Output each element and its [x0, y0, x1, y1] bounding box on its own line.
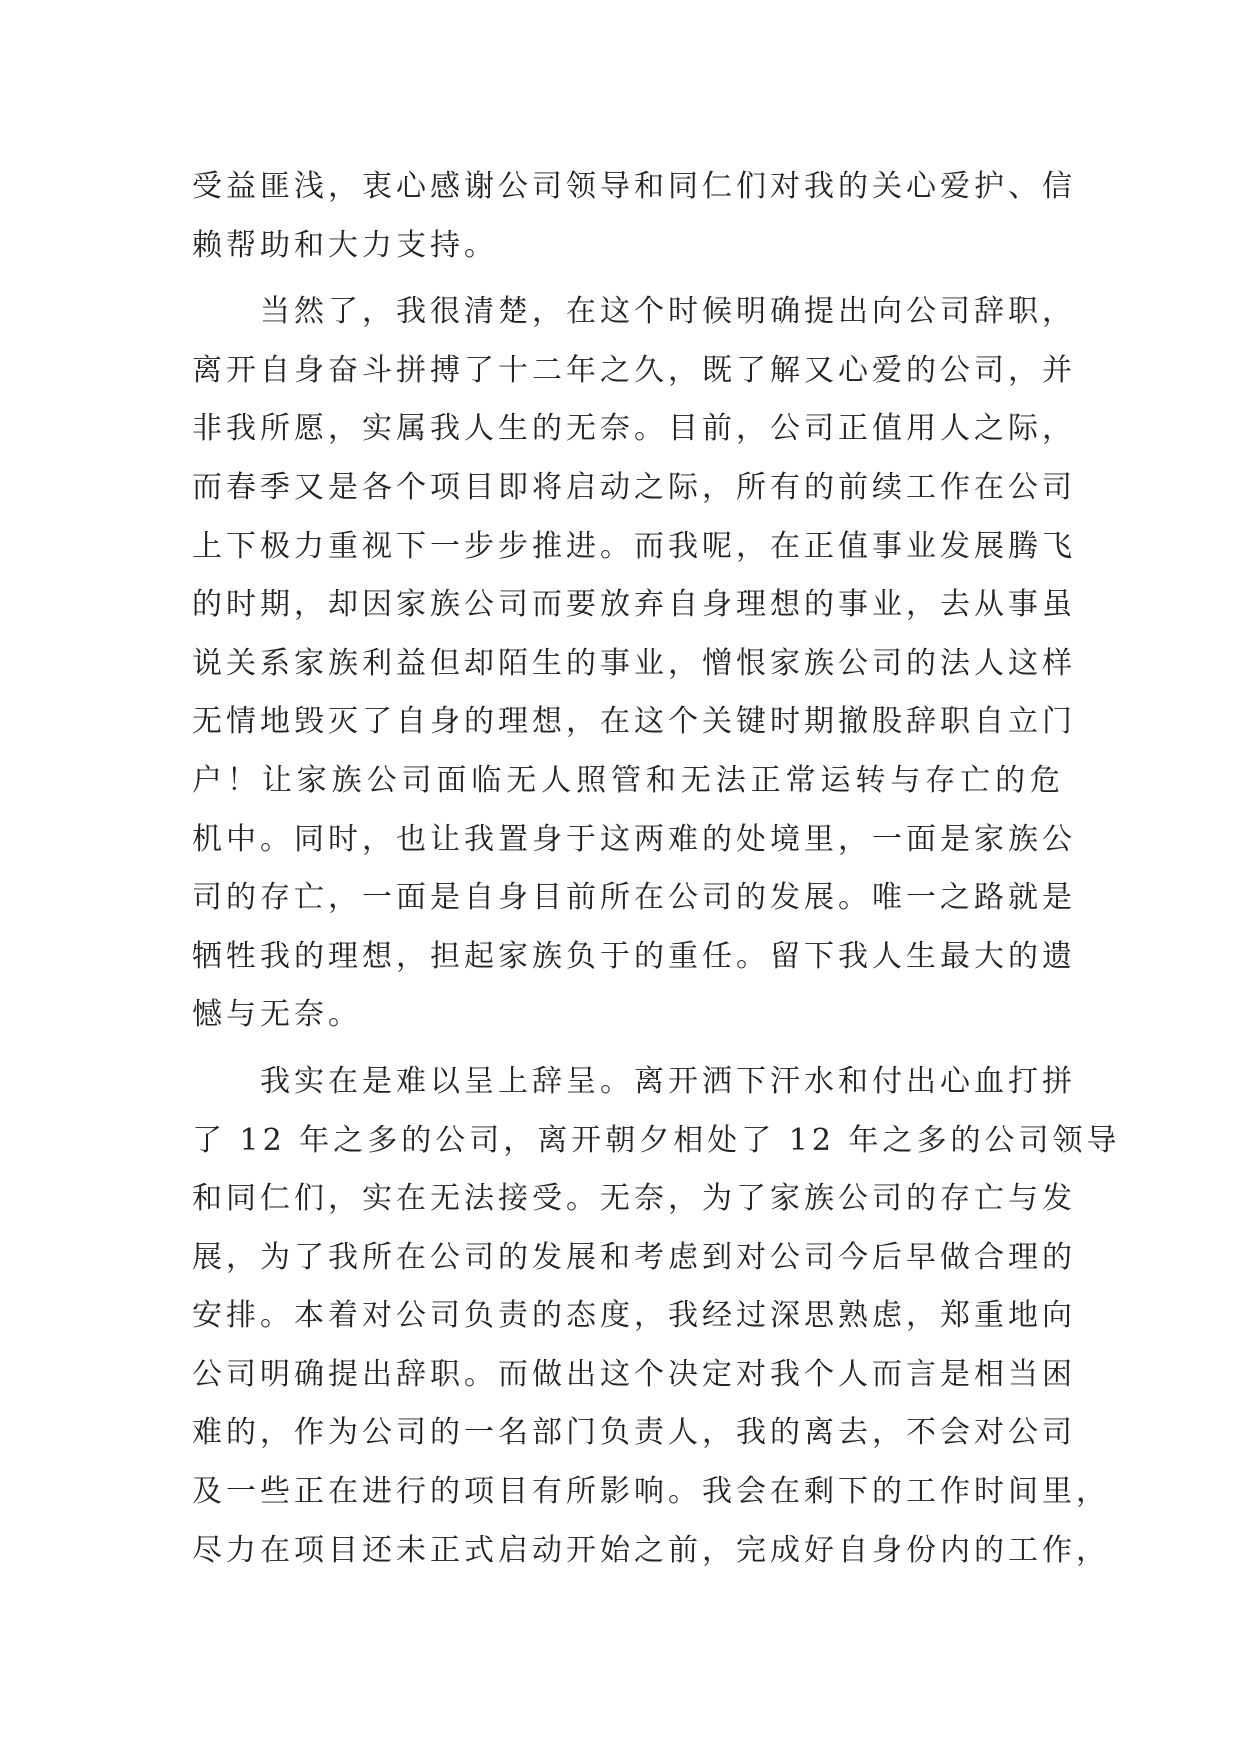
document-body	[192, 158, 1121, 1580]
paragraph-3-line-3: 和同仁们，实在无法接受。无奈，为了家族公司的存亡与发	[192, 1181, 1076, 1217]
paragraph-2-line-2: 离开自身奋斗拼搏了十二年之久，既了解又心爱的公司，并	[192, 352, 1076, 388]
paragraph-gap	[192, 1045, 1064, 1053]
paragraph-2-line-13: 憾与无奈。	[192, 997, 362, 1033]
paragraph-3-line-1: 我实在是难以呈上辞呈。离开洒下汗水和付出心血打拼	[260, 1063, 1076, 1099]
paragraph-2-line-6: 的时期，却因家族公司而要放弃自身理想的事业，去从事虽	[192, 587, 1076, 623]
paragraph-2-line-7: 说关系家族利益但却陌生的事业，憎恨家族公司的法人这样	[192, 645, 1076, 681]
paragraph-3-line-8: 及一些正在进行的项目有所影响。我会在剩下的工作时间里，	[192, 1474, 1110, 1510]
paragraph-3-line-9: 尽力在项目还未正式启动开始之前，完成好自身份内的工作，	[192, 1532, 1110, 1568]
paragraph-gap	[192, 275, 1064, 283]
paragraph-3-line-2: 了 12 年之多的公司，离开朝夕相处了 12 年之多的公司领导	[192, 1122, 1121, 1158]
paragraph-2-line-11: 司的存亡，一面是自身目前所在公司的发展。唯一之路就是	[192, 880, 1076, 916]
paragraph-2-line-8: 无情地毁灭了自身的理想，在这个关键时期撤股辞职自立门	[192, 704, 1076, 740]
paragraph-3-line-5: 安排。本着对公司负责的态度，我经过深思熟虑，郑重地向	[192, 1298, 1076, 1334]
paragraph-2-line-10: 机中。同时，也让我置身于这两难的处境里，一面是家族公	[192, 821, 1076, 857]
paragraph-1-line-1: 受益匪浅，衷心感谢公司领导和同仁们对我的关心爱护、信	[192, 169, 1076, 204]
paragraph-2-line-4: 而春季又是各个项目即将启动之际，所有的前续工作在公司	[192, 469, 1076, 505]
paragraph-1-line-2: 赖帮助和大力支持。	[192, 227, 498, 263]
paragraph-2-line-5: 上下极力重视下一步步推进。而我呢，在正值事业发展腾飞	[192, 528, 1076, 564]
paragraph-3-line-4: 展，为了我所在公司的发展和考虑到对公司今后早做合理的	[192, 1239, 1076, 1275]
paragraph-2-line-9: 户！让家族公司面临无人照管和无法正常运转与存亡的危	[192, 762, 1064, 798]
paragraph-3-line-6: 公司明确提出辞职。而做出这个决定对我个人而言是相当困	[192, 1356, 1076, 1392]
paragraph-2-line-1: 当然了，我很清楚，在这个时候明确提出向公司辞职，	[260, 294, 1076, 330]
paragraph-2-line-3: 非我所愿，实属我人生的无奈。目前，公司正值用人之际，	[192, 411, 1076, 447]
paragraph-2-line-12: 牺牲我的理想，担起家族负于的重任。留下我人生最大的遗	[192, 938, 1076, 974]
paragraph-3-line-7: 难的，作为公司的一名部门负责人，我的离去，不会对公司	[192, 1415, 1076, 1451]
